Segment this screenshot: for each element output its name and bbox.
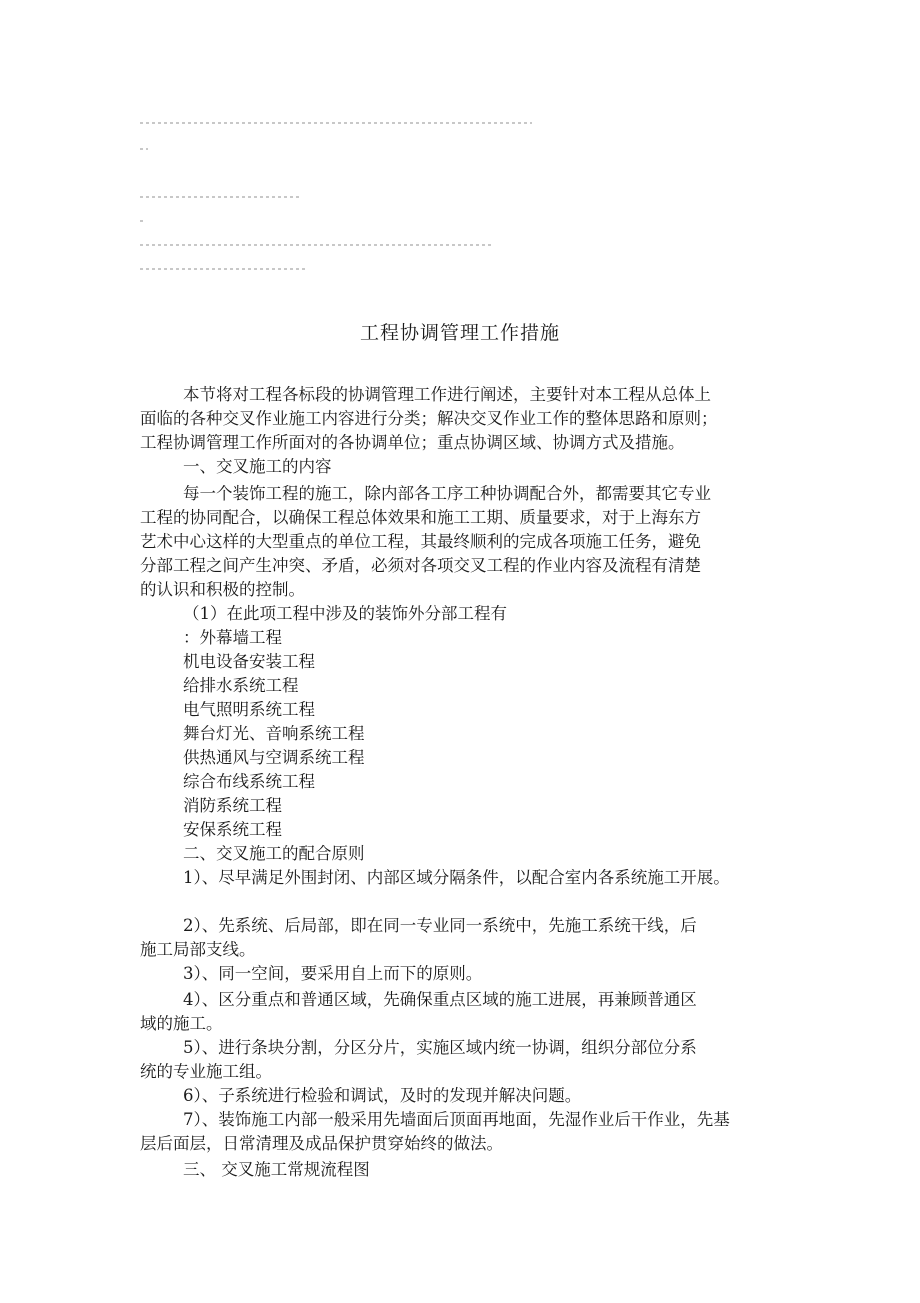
section-heading: 一、交叉施工的内容 xyxy=(183,457,332,476)
list-item: 舞台灯光、音响系统工程 xyxy=(183,724,365,743)
paragraph-line: 工程的协同配合，以确保工程总体效果和施工工期、质量要求，对于上海东方 xyxy=(140,508,701,527)
principle-line: 域的施工。 xyxy=(140,1014,223,1033)
principle-line: 6）、子系统进行检验和调试，及时的发现并解决问题。 xyxy=(183,1086,582,1105)
document-title: 工程协调管理工作措施 xyxy=(359,322,560,344)
paragraph-line: 艺术中心这样的大型重点的单位工程，其最终顺利的完成各项施工任务，避免 xyxy=(140,532,701,551)
faint-header-line xyxy=(140,196,300,198)
list-item: 机电设备安装工程 xyxy=(183,652,315,671)
intro-line: 工程协调管理工作所面对的各协调单位；重点协调区域、协调方式及措施。 xyxy=(140,433,685,452)
paragraph-line: 的认识和积极的控制。 xyxy=(140,580,305,599)
principle-line: 统的专业施工组。 xyxy=(140,1062,272,1081)
list-item: 消防系统工程 xyxy=(183,796,282,815)
list-item: 给排水系统工程 xyxy=(183,676,299,695)
principle-line: 7）、装饰施工内部一般采用先墙面后顶面再地面，先湿作业后干作业，先基 xyxy=(183,1110,730,1129)
section-heading: 二、交叉施工的配合原则 xyxy=(183,844,365,863)
principle-line: 层后面层，日常清理及成品保护贯穿始终的做法。 xyxy=(140,1134,503,1153)
principle-line: 1）、尽早满足外围封闭、内部区域分隔条件，以配合室内各系统施工开展。 xyxy=(183,868,730,887)
list-item: 电气照明系统工程 xyxy=(183,700,315,719)
intro-line: 本节将对工程各标段的协调管理工作进行阐述，主要针对本工程从总体上 xyxy=(183,385,711,404)
list-item: 综合布线系统工程 xyxy=(183,772,315,791)
principle-line: 4）、区分重点和普通区域，先确保重点区域的施工进展，再兼顾普通区 xyxy=(183,990,697,1009)
faint-header-line xyxy=(140,122,532,124)
principle-line: 5）、进行条块分割，分区分片，实施区域内统一协调，组织分部位分系 xyxy=(183,1038,697,1057)
list-item: ：外幕墙工程 xyxy=(183,628,282,647)
principle-line: 2）、先系统、后局部，即在同一专业同一系统中，先施工系统干线，后 xyxy=(183,916,697,935)
paragraph-line: 分部工程之间产生冲突、矛盾，必须对各项交叉工程的作业内容及流程有清楚 xyxy=(140,556,701,575)
principle-line: 施工局部支线。 xyxy=(140,940,256,959)
faint-header-line xyxy=(140,220,146,222)
list-item: 供热通风与空调系统工程 xyxy=(183,748,365,767)
list-item: 安保系统工程 xyxy=(183,820,282,839)
section-heading: 三、 交叉施工常规流程图 xyxy=(183,1160,370,1179)
faint-header-line xyxy=(140,148,148,150)
faint-header-line xyxy=(140,268,306,270)
intro-line: 面临的各种交叉作业施工内容进行分类；解决交叉作业工作的整体思路和原则； xyxy=(140,409,718,428)
faint-header-line xyxy=(140,244,492,246)
paragraph-line: 每一个装饰工程的施工，除内部各工序工种协调配合外，都需要其它专业 xyxy=(183,484,711,503)
principle-line: 3）、同一空间，要采用自上而下的原则。 xyxy=(183,964,483,983)
subheading: （1）在此项工程中涉及的装饰外分部工程有 xyxy=(183,604,507,623)
